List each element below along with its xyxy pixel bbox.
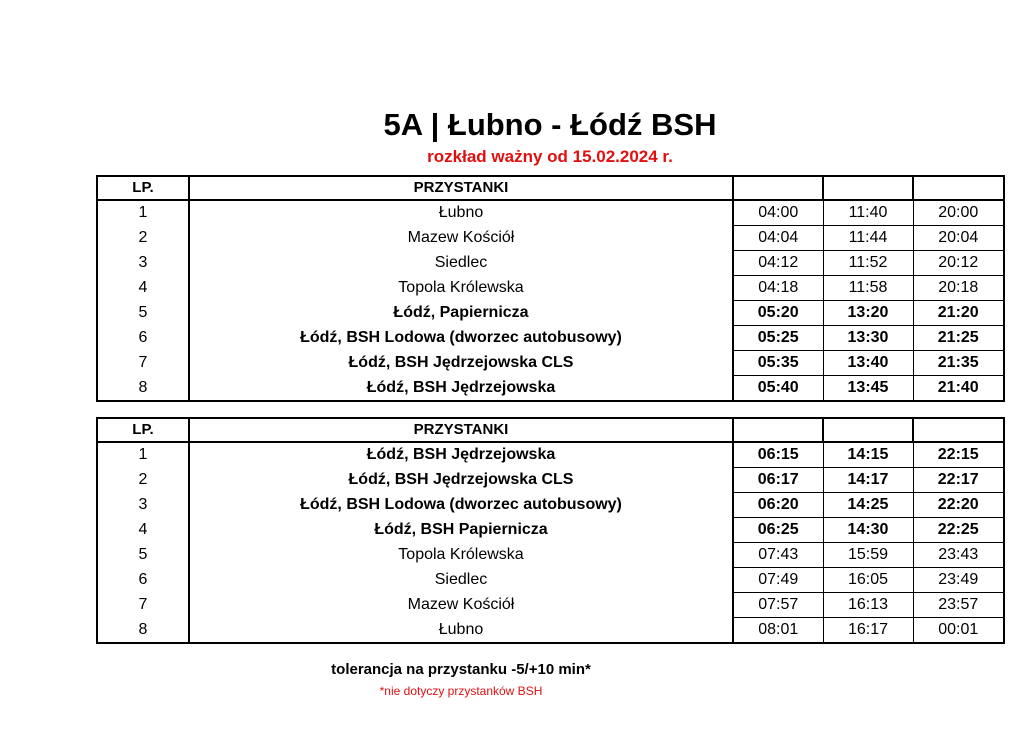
bsh-footnote: *nie dotyczy przystanków BSH xyxy=(379,684,543,698)
departure-time: 05:25 xyxy=(733,326,823,351)
column-header-time xyxy=(733,418,823,442)
row-number: 4 xyxy=(97,276,189,301)
row-number: 7 xyxy=(97,593,189,618)
stop-name: Łódź, BSH Lodowa (dworzec autobusowy) xyxy=(189,493,733,518)
stop-name: Łódź, BSH Jędrzejowska CLS xyxy=(189,468,733,493)
departure-time: 07:57 xyxy=(733,593,823,618)
table-row xyxy=(97,618,1004,644)
departure-time: 06:25 xyxy=(733,518,823,543)
row-number: 1 xyxy=(97,442,189,468)
departure-time: 21:35 xyxy=(913,351,1004,376)
row-number: 8 xyxy=(97,376,189,402)
table-header-row xyxy=(97,176,1004,200)
table-row xyxy=(97,442,1004,468)
timetable-return xyxy=(96,417,1005,644)
row-number: 6 xyxy=(97,568,189,593)
row-number: 6 xyxy=(97,326,189,351)
row-number: 8 xyxy=(97,618,189,644)
stop-name: Siedlec xyxy=(189,251,733,276)
departure-time: 05:20 xyxy=(733,301,823,326)
stop-name: Łódź, BSH Jędrzejowska xyxy=(189,442,733,468)
departure-time: 22:15 xyxy=(913,442,1004,468)
row-number: 5 xyxy=(97,543,189,568)
departure-time: 05:35 xyxy=(733,351,823,376)
departure-time: 07:49 xyxy=(733,568,823,593)
departure-time: 08:01 xyxy=(733,618,823,644)
table-row xyxy=(97,568,1004,593)
stop-name: Łódź, BSH Jędrzejowska CLS xyxy=(189,351,733,376)
row-number: 2 xyxy=(97,226,189,251)
departure-time: 23:57 xyxy=(913,593,1004,618)
table-row xyxy=(97,251,1004,276)
departure-time: 16:17 xyxy=(823,618,913,644)
table-row xyxy=(97,226,1004,251)
departure-time: 13:40 xyxy=(823,351,913,376)
departure-time: 22:17 xyxy=(913,468,1004,493)
stop-name: Łubno xyxy=(189,618,733,644)
column-header-time xyxy=(913,418,1004,442)
row-number: 3 xyxy=(97,493,189,518)
table-row xyxy=(97,468,1004,493)
departure-time: 16:13 xyxy=(823,593,913,618)
timetable-outbound xyxy=(96,175,1005,402)
departure-time: 21:20 xyxy=(913,301,1004,326)
row-number: 4 xyxy=(97,518,189,543)
departure-time: 15:59 xyxy=(823,543,913,568)
stop-name: Topola Królewska xyxy=(189,543,733,568)
column-header-stops: PRZYSTANKI xyxy=(189,176,733,200)
row-number: 7 xyxy=(97,351,189,376)
page-title: 5A | Łubno - Łódź BSH xyxy=(383,107,717,142)
departure-time: 14:15 xyxy=(823,442,913,468)
column-header-time xyxy=(913,176,1004,200)
stop-name: Mazew Kościół xyxy=(189,226,733,251)
departure-time: 13:45 xyxy=(823,376,913,402)
tolerance-note: tolerancja na przystanku -5/+10 min* xyxy=(331,661,591,678)
departure-time: 21:25 xyxy=(913,326,1004,351)
departure-time: 04:04 xyxy=(733,226,823,251)
column-header-time xyxy=(823,418,913,442)
departure-time: 23:43 xyxy=(913,543,1004,568)
departure-time: 22:25 xyxy=(913,518,1004,543)
departure-time: 05:40 xyxy=(733,376,823,402)
departure-time: 14:25 xyxy=(823,493,913,518)
stop-name: Łódź, BSH Lodowa (dworzec autobusowy) xyxy=(189,326,733,351)
row-number: 3 xyxy=(97,251,189,276)
stop-name: Łódź, Papiernicza xyxy=(189,301,733,326)
departure-time: 16:05 xyxy=(823,568,913,593)
table-row xyxy=(97,376,1004,402)
table-row xyxy=(97,276,1004,301)
departure-time: 11:40 xyxy=(823,200,913,226)
departure-time: 21:40 xyxy=(913,376,1004,402)
departure-time: 06:20 xyxy=(733,493,823,518)
departure-time: 14:17 xyxy=(823,468,913,493)
departure-time: 04:18 xyxy=(733,276,823,301)
table-row xyxy=(97,351,1004,376)
departure-time: 20:18 xyxy=(913,276,1004,301)
table-row xyxy=(97,493,1004,518)
stop-name: Mazew Kościół xyxy=(189,593,733,618)
departure-time: 13:20 xyxy=(823,301,913,326)
departure-time: 23:49 xyxy=(913,568,1004,593)
stop-name: Łódź, BSH Papiernicza xyxy=(189,518,733,543)
table-row xyxy=(97,518,1004,543)
stop-name: Łubno xyxy=(189,200,733,226)
departure-time: 20:00 xyxy=(913,200,1004,226)
table-row xyxy=(97,593,1004,618)
table-header-row xyxy=(97,418,1004,442)
departure-time: 22:20 xyxy=(913,493,1004,518)
departure-time: 07:43 xyxy=(733,543,823,568)
column-header-time xyxy=(823,176,913,200)
stop-name: Siedlec xyxy=(189,568,733,593)
departure-time: 04:12 xyxy=(733,251,823,276)
departure-time: 06:17 xyxy=(733,468,823,493)
table-row xyxy=(97,543,1004,568)
departure-time: 04:00 xyxy=(733,200,823,226)
column-header-lp: LP. xyxy=(97,418,189,442)
row-number: 1 xyxy=(97,200,189,226)
column-header-stops: PRZYSTANKI xyxy=(189,418,733,442)
table-row xyxy=(97,301,1004,326)
departure-time: 14:30 xyxy=(823,518,913,543)
departure-time: 11:52 xyxy=(823,251,913,276)
row-number: 5 xyxy=(97,301,189,326)
departure-time: 20:12 xyxy=(913,251,1004,276)
column-header-lp: LP. xyxy=(97,176,189,200)
column-header-time xyxy=(733,176,823,200)
departure-time: 11:58 xyxy=(823,276,913,301)
validity-date: rozkład ważny od 15.02.2024 r. xyxy=(427,147,673,166)
stop-name: Łódź, BSH Jędrzejowska xyxy=(189,376,733,402)
table-row xyxy=(97,200,1004,226)
departure-time: 13:30 xyxy=(823,326,913,351)
row-number: 2 xyxy=(97,468,189,493)
stop-name: Topola Królewska xyxy=(189,276,733,301)
table-row xyxy=(97,326,1004,351)
departure-time: 06:15 xyxy=(733,442,823,468)
departure-time: 20:04 xyxy=(913,226,1004,251)
departure-time: 00:01 xyxy=(913,618,1004,644)
departure-time: 11:44 xyxy=(823,226,913,251)
